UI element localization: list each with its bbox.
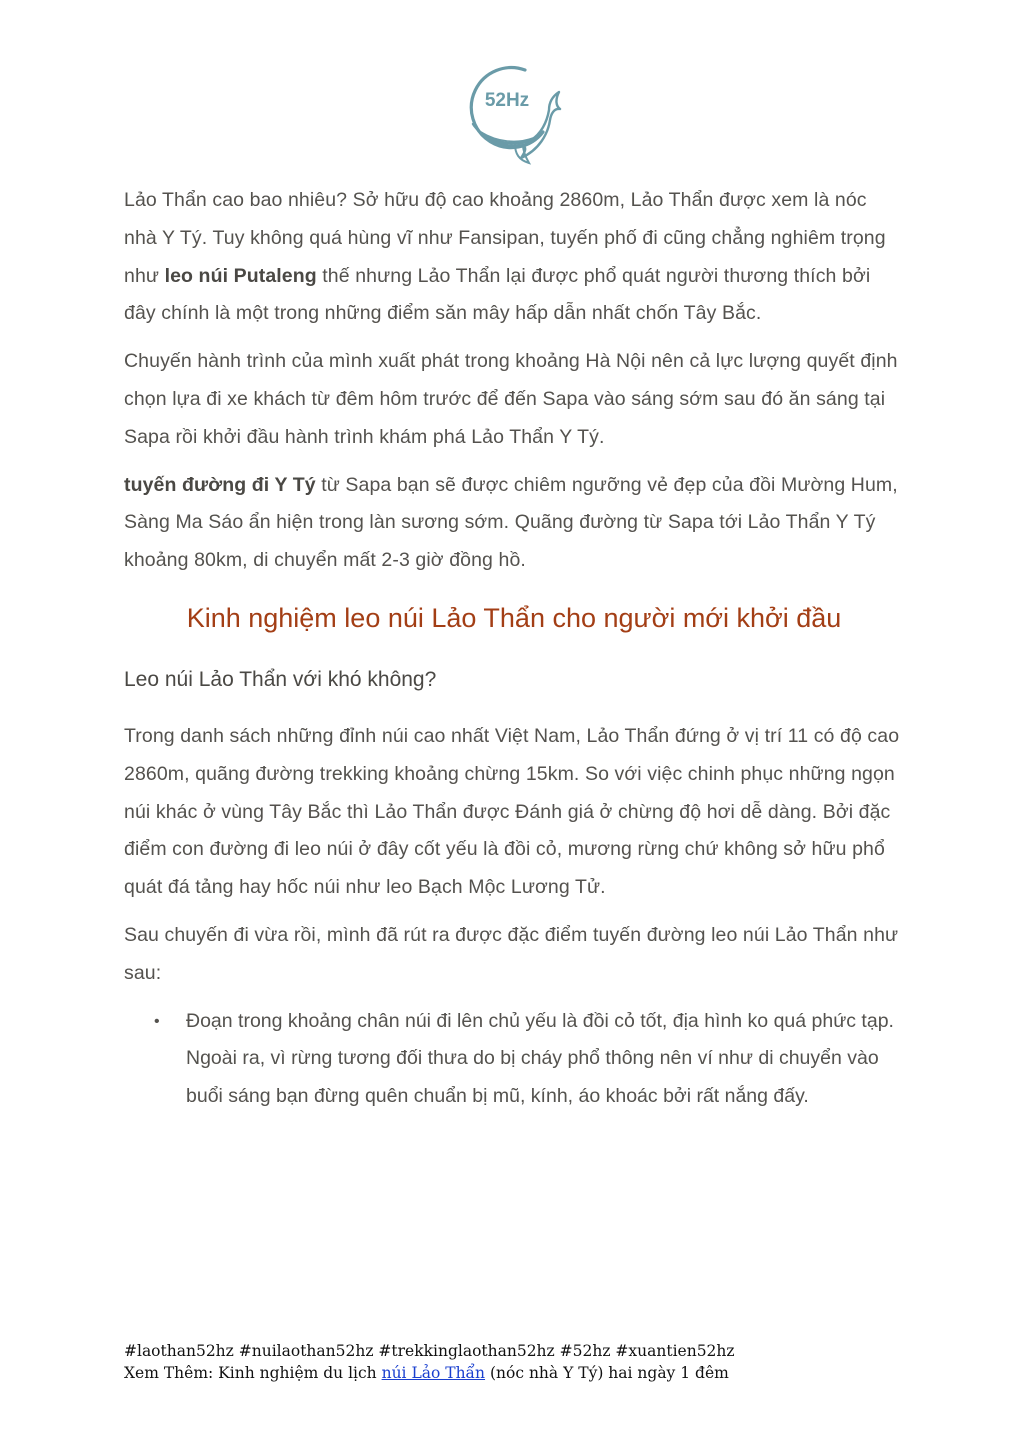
paragraph-difficulty: Trong danh sách những đỉnh núi cao nhất Việt Nam, Lảo Thẩn đứng ở vị trí 11 có độ cao 2860m, quãng đường trekking khoảng chừng 15km. So với việc chinh phục những ngọn núi khác ở vùng Tây Bắc thì Lảo Thẩn được Đánh giá ở chừng độ hơi dễ dàng. Bởi đặc điểm con đường đi leo núi ở đây cốt yếu là đồi cỏ, mương rừng chứ không sở hữu phổ quát đá tảng hay hốc núi như leo Bạch Mộc Lương Tử. bbox=[124, 724, 900, 899]
see-more-prefix: Xem Thêm: Kinh nghiệm du lịch bbox=[124, 1364, 382, 1382]
article-body bbox=[124, 182, 904, 1116]
see-more-line bbox=[124, 1362, 904, 1384]
paragraph-text: từ Sapa bạn sẽ được chiêm ngưỡng vẻ đẹp của đồi Mường Hum, Sàng Ma Sáo ẩn hiện trong làn sương sớm. Quãng đường từ Sapa tới Lảo Thẩn Y Tý khoảng 80km, di chuyển mất 2-3 giờ đồng hồ. bbox=[124, 473, 898, 572]
paragraph-text: thế nhưng Lảo Thẩn lại được phổ quát người thương thích bởi đây chính là một trong những điểm săn mây hấp dẫn nhất chốn Tây Bắc. bbox=[124, 264, 871, 325]
paragraph-text: Lảo Thẩn cao bao nhiêu? Sở hữu độ cao khoảng 2860m, Lảo Thẩn được xem là nóc nhà Y Tý. Tuy không quá hùng vĩ như Fansipan, tuyến phố đi cũng chẳng nghiêm trọng như bbox=[124, 189, 886, 287]
list-item bbox=[124, 1003, 904, 1116]
bullet-icon: • bbox=[154, 1012, 160, 1030]
see-more-suffix: (nóc nhà Y Tý) hai ngày 1 đêm bbox=[485, 1364, 729, 1382]
feature-list bbox=[124, 1003, 904, 1116]
whale-logo-icon bbox=[463, 62, 563, 166]
see-more-link[interactable]: núi Lảo Thẩn bbox=[381, 1364, 486, 1382]
paragraph-features-intro: Sau chuyến đi vừa rồi, mình đã rút ra được đặc điểm tuyến đường leo núi Lảo Thẩn như sau: bbox=[124, 923, 899, 984]
brand-logo bbox=[463, 62, 563, 166]
list-item-text: Đoạn trong khoảng chân núi đi lên chủ yếu là đồi cỏ tốt, địa hình ko quá phức tạp. Ngoài ra, vì rừng tương đối thưa do bị cháy phổ thông nên ví như di chuyển vào buổi sáng bạn đừng quên chuẩn bị mũ, kính, áo khoác bởi rất nắng đấy. bbox=[186, 1009, 894, 1108]
footer bbox=[124, 1340, 904, 1384]
subsection-heading: Leo núi Lảo Thẩn với khó không? bbox=[124, 667, 437, 691]
hashtags: #laothan52hz #nuilaothan52hz #trekkinglaothan52hz #52hz #xuantien52hz bbox=[124, 1342, 735, 1360]
section-heading: Kinh nghiệm leo núi Lảo Thẩn cho người mới khởi đầu bbox=[186, 602, 842, 633]
bold-keyword: tuyến đường đi Y Tý bbox=[124, 473, 316, 496]
logo-text: 52Hz bbox=[484, 90, 530, 111]
paragraph-route bbox=[124, 467, 904, 580]
bold-keyword: leo núi Putaleng bbox=[164, 264, 317, 287]
paragraph-intro bbox=[124, 182, 904, 333]
paragraph-journey: Chuyến hành trình của mình xuất phát trong khoảng Hà Nội nên cả lực lượng quyết định chọn lựa đi xe khách từ đêm hôm trước để đến Sapa vào sáng sớm sau đó ăn sáng tại Sapa rồi khởi đầu hành trình khám phá Lảo Thẩn Y Tý. bbox=[124, 350, 898, 448]
